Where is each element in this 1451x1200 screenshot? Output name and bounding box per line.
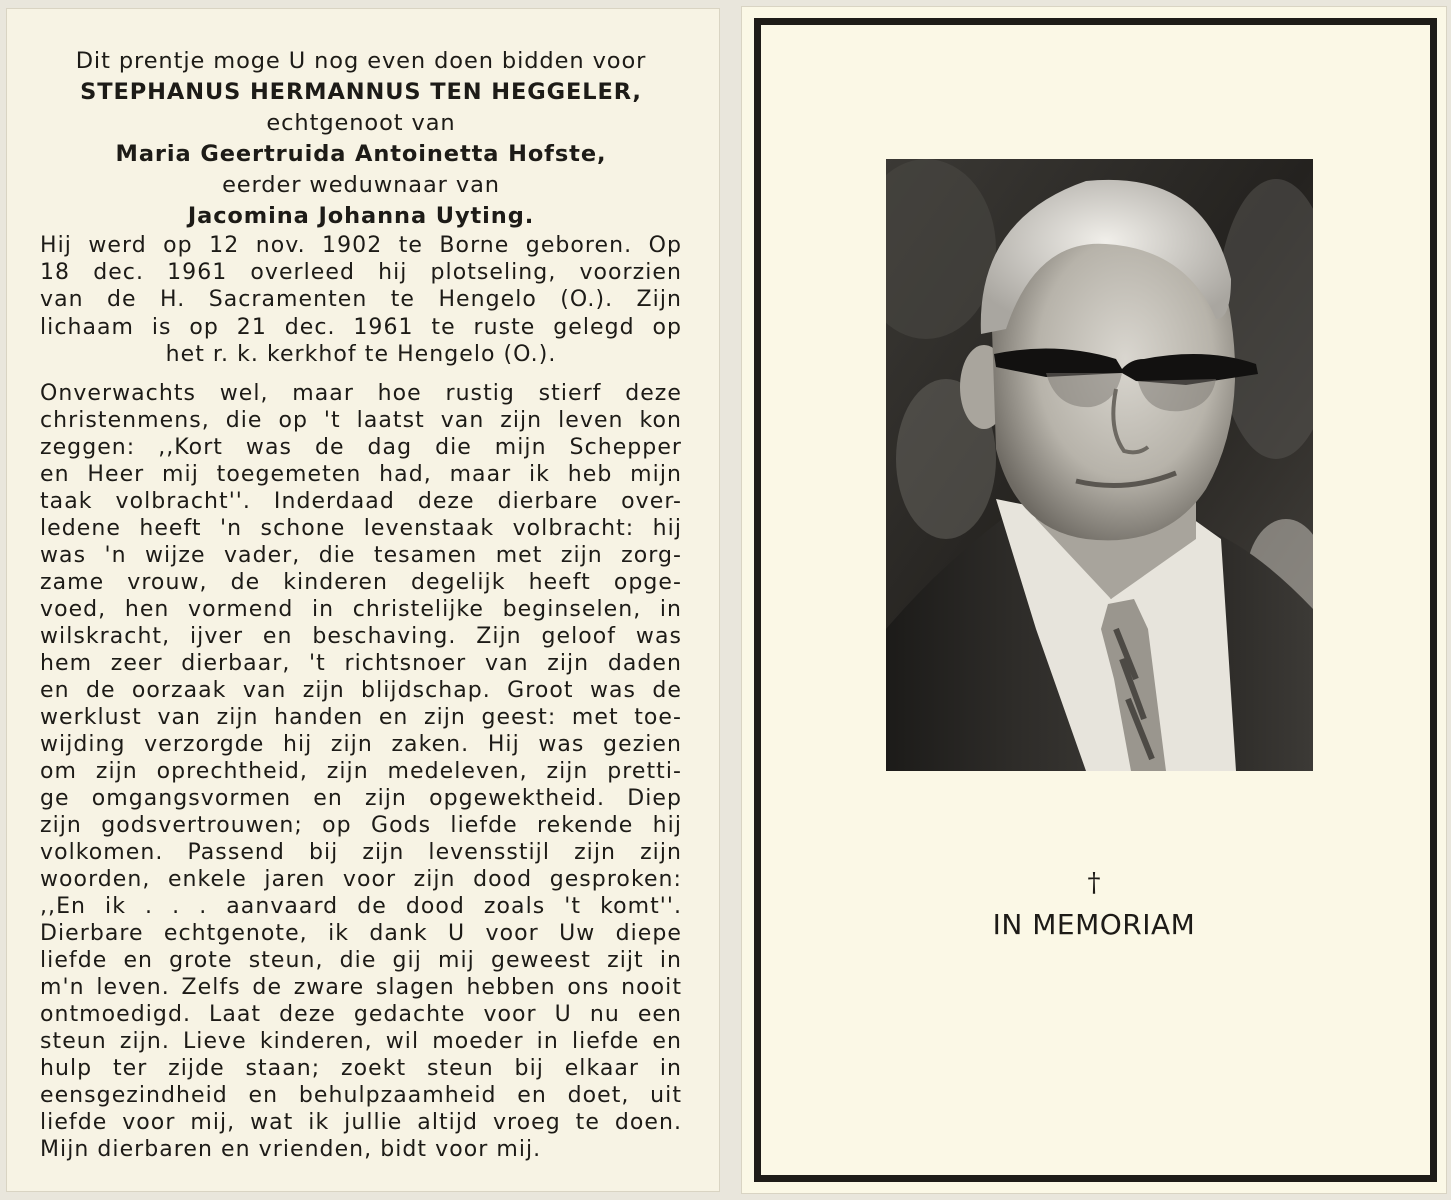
body-line: ge omgangsvormen en zijn opgewektheid. Diep [40,786,682,812]
intro-line: Hij werd op 12 nov. 1902 te Borne geboren. Op [40,233,682,258]
cross-icon: † [1087,868,1101,898]
body-line: zeggen: ,,Kort was de dag die mijn Schepper [40,435,682,461]
body-line: christenmens, die op 't laatst van zijn leven kon [40,408,682,434]
body-line: zame vrouw, de kinderen degelijk heeft opge- [40,570,682,596]
body-line: was 'n wijze vader, die tesamen met zijn zorg- [40,543,682,569]
portrait-illustration [886,159,1313,771]
body-line: wijding verzorgde hij zijn zaken. Hij was gezien [40,732,682,758]
body-line: steun zijn. Lieve kinderen, wil moeder in liefde en [40,1029,682,1055]
body-line: volkomen. Passend bij zijn levensstijl zijn zijn [40,840,682,866]
body-line: woorden, enkele jaren voor zijn dood gesproken: [40,867,682,893]
body-line: liefde en grote steun, die gij mij geweest zijt in [40,948,682,974]
body-line: hulp ter zijde staan; zoekt steun bij elkaar in [40,1056,682,1082]
spouse-name: Maria Geertruida Antoinetta Hofste, [115,141,607,167]
body-line: m'n leven. Zelfs de zware slagen hebben ons nooit [40,975,682,1001]
intro-line: lichaam is op 21 dec. 1961 te ruste gelegd op [40,314,682,340]
memorial-text [40,46,682,1163]
body-line: Mijn dierbaren en vrienden, bidt voor mij. [40,1137,542,1163]
former-spouse-name: Jacomina Johanna Uyting. [187,203,535,229]
intro-paragraph [40,232,682,368]
body-line: ledene heeft 'n schone levenstaak volbracht: hij [40,516,682,542]
body-line: ,,En ik . . . aanvaard de dood zoals 't komt''. [40,894,682,920]
body-line: om zijn oprechtheid, zijn medeleven, zijn pretti- [40,759,682,785]
body-line: Onverwachts wel, maar hoe rustig stierf deze [40,381,682,407]
memorial-text-card [6,8,720,1192]
spouse-relation: echtgenoot van [266,110,456,136]
portrait-photo [886,159,1313,771]
body-line: taak volbracht''. Inderdaad deze dierbare over- [40,489,682,515]
body-line: wilskracht, ijver en beschaving. Zijn geloof was [40,624,682,650]
intro-line: het r. k. kerkhof te Hengelo (O.). [165,341,557,367]
intro-line: van de H. Sacramenten te Hengelo (O.). Zijn [40,287,682,313]
body-line: werklust van zijn handen en zijn geest: met toe- [40,705,682,731]
body-paragraph [40,380,682,1163]
body-line: liefde voor mij, wat ik jullie altijd vroeg te doen. [40,1110,682,1136]
in-memoriam-title: IN MEMORIAM [992,908,1196,941]
paragraph-spacer [40,368,682,380]
body-line: ontmoedigd. Laat deze gedachte voor U nu een [40,1002,682,1028]
body-line: voed, hen vormend in christelijke beginselen, in [40,597,682,623]
body-line: hem zeer dierbaar, 't richtsnoer van zijn daden [40,651,682,677]
body-line: en de oorzaak van zijn blijdschap. Groot was de [40,678,682,704]
former-relation: eerder weduwnaar van [222,172,500,198]
body-line: eensgezindheid en behulpzaamheid en doet, uit [40,1083,682,1109]
body-line: Dierbare echtgenote, ik dank U voor Uw diepe [40,921,682,947]
memorial-portrait-card [741,6,1447,1194]
deceased-name: STEPHANUS HERMANNUS TEN HEGGELER, [80,79,642,105]
intro-line: 18 dec. 1961 overleed hij plotseling, voorzien [40,260,682,286]
body-line: en Heer mij toegemeten had, maar ik heb mijn [40,462,682,488]
header-prayer-line: Dit prentje moge U nog even doen bidden voor [75,48,647,74]
body-line: zijn godsvertrouwen; op Gods liefde rekende hij [40,813,682,839]
